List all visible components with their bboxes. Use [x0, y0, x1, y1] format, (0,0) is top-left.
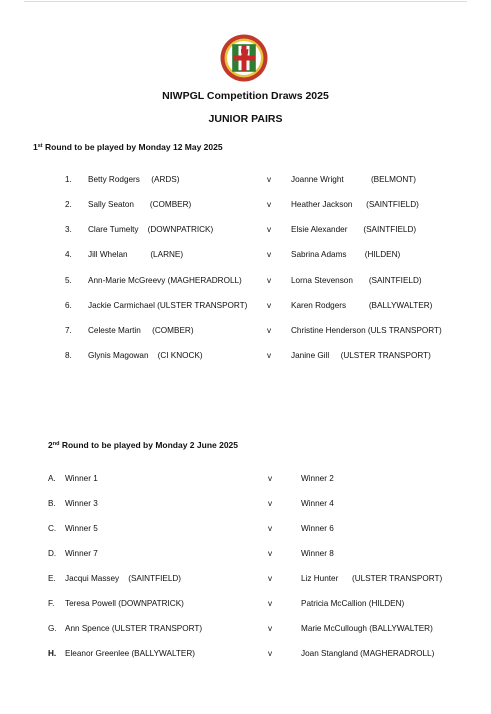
match-player: Winner 3 [65, 499, 98, 508]
round1-heading-number: 1 [33, 142, 38, 152]
match-versus: v [268, 474, 273, 483]
match-player: Jill Whelan (LARNE) [88, 250, 184, 259]
match-player: Betty Rodgers (ARDS) [88, 175, 180, 184]
match-player: Clare Tumelty (DOWNPATRICK) [88, 225, 214, 234]
match-versus: v [268, 524, 273, 533]
round2-match-row [0, 474, 491, 488]
match-versus: v [267, 301, 272, 310]
match-player: Eleanor Greenlee (BALLYWALTER) [65, 649, 195, 658]
match-player: Celeste Martin (COMBER) [88, 326, 194, 335]
match-opponent: Janine Gill (ULSTER TRANSPORT) [291, 351, 431, 360]
match-versus: v [268, 574, 273, 583]
match-opponent: Heather Jackson (SAINTFIELD) [291, 200, 419, 209]
match-versus: v [268, 649, 273, 658]
match-opponent: Karen Rodgers (BALLYWALTER) [291, 301, 433, 310]
match-number: 3. [65, 225, 72, 234]
match-versus: v [268, 599, 273, 608]
match-player: Ann-Marie McGreevy (MAGHERADROLL) [88, 276, 242, 285]
match-letter: F. [48, 599, 55, 608]
round1-match-row [0, 200, 491, 214]
round2-heading [48, 440, 238, 450]
match-player: Ann Spence (ULSTER TRANSPORT) [65, 624, 203, 633]
round2-match-row [0, 599, 491, 613]
match-number: 7. [65, 326, 72, 335]
match-opponent: Lorna Stevenson (SAINTFIELD) [291, 276, 422, 285]
round1-match-row [0, 250, 491, 264]
round2-heading-text: Round to be played by Monday 2 June 2025 [59, 440, 239, 450]
round2-match-row [0, 624, 491, 638]
page-top-rule [24, 1, 467, 2]
match-player: Winner 5 [65, 524, 98, 533]
round1-match-row [0, 351, 491, 365]
round2-match-row [0, 574, 491, 588]
match-player: Sally Seaton (COMBER) [88, 200, 192, 209]
match-player: Glynis Magowan (CI KNOCK) [88, 351, 203, 360]
match-player: Winner 1 [65, 474, 98, 483]
match-number: 5. [65, 276, 72, 285]
match-number: 6. [65, 301, 72, 310]
match-letter: B. [48, 499, 56, 508]
match-opponent: Elsie Alexander (SAINTFIELD) [291, 225, 417, 234]
match-opponent: Christine Henderson (ULS TRANSPORT) [291, 326, 442, 335]
round1-match-row [0, 225, 491, 239]
match-versus: v [268, 549, 273, 558]
match-opponent: Joan Stangland (MAGHERADROLL) [301, 649, 435, 658]
niwpgl-crest-icon [220, 34, 268, 82]
match-versus: v [267, 276, 272, 285]
round2-heading-sup: nd [52, 441, 60, 447]
match-player: Winner 7 [65, 549, 98, 558]
round1-match-row [0, 326, 491, 340]
round2-match-row [0, 499, 491, 513]
round2-heading-number: 2 [48, 440, 53, 450]
match-player: Teresa Powell (DOWNPATRICK) [65, 599, 184, 608]
match-versus: v [267, 250, 272, 259]
match-versus: v [267, 225, 272, 234]
match-opponent: Marie McCullough (BALLYWALTER) [301, 624, 433, 633]
round1-heading-sup: st [37, 143, 43, 149]
match-opponent: Winner 6 [301, 524, 334, 533]
match-versus: v [267, 175, 272, 184]
match-letter: D. [48, 549, 57, 558]
match-versus: v [268, 624, 273, 633]
match-opponent: Joanne Wright (BELMONT) [291, 175, 416, 184]
match-player: Jackie Carmichael (ULSTER TRANSPORT) [88, 301, 248, 310]
match-letter: C. [48, 524, 57, 533]
match-opponent: Liz Hunter (ULSTER TRANSPORT) [301, 574, 443, 583]
round2-match-row [0, 649, 491, 663]
match-versus: v [268, 499, 273, 508]
match-number: 4. [65, 250, 72, 259]
match-versus: v [267, 351, 272, 360]
match-opponent: Winner 8 [301, 549, 334, 558]
match-number: 2. [65, 200, 72, 209]
match-versus: v [267, 200, 272, 209]
match-opponent: Winner 4 [301, 499, 334, 508]
match-opponent: Winner 2 [301, 474, 334, 483]
match-versus: v [267, 326, 272, 335]
round1-match-row [0, 175, 491, 189]
round1-match-row [0, 301, 491, 315]
round1-heading-text: Round to be played by Monday 12 May 2025 [42, 142, 223, 152]
round2-match-row [0, 524, 491, 538]
match-opponent: Patricia McCallion (HILDEN) [301, 599, 405, 608]
match-opponent: Sabrina Adams (HILDEN) [291, 250, 401, 259]
match-number: 8. [65, 351, 72, 360]
match-letter: A. [48, 474, 56, 483]
round2-match-row [0, 549, 491, 563]
match-player: Jacqui Massey (SAINTFIELD) [65, 574, 182, 583]
page-title: NIWPGL Competition Draws 2025 [162, 90, 329, 102]
round1-match-row [0, 276, 491, 290]
round1-heading [33, 142, 223, 152]
match-letter: E. [48, 574, 56, 583]
match-letter: G. [48, 624, 57, 633]
match-letter: H. [48, 649, 57, 658]
match-number: 1. [65, 175, 72, 184]
page-subtitle: JUNIOR PAIRS [208, 113, 283, 125]
